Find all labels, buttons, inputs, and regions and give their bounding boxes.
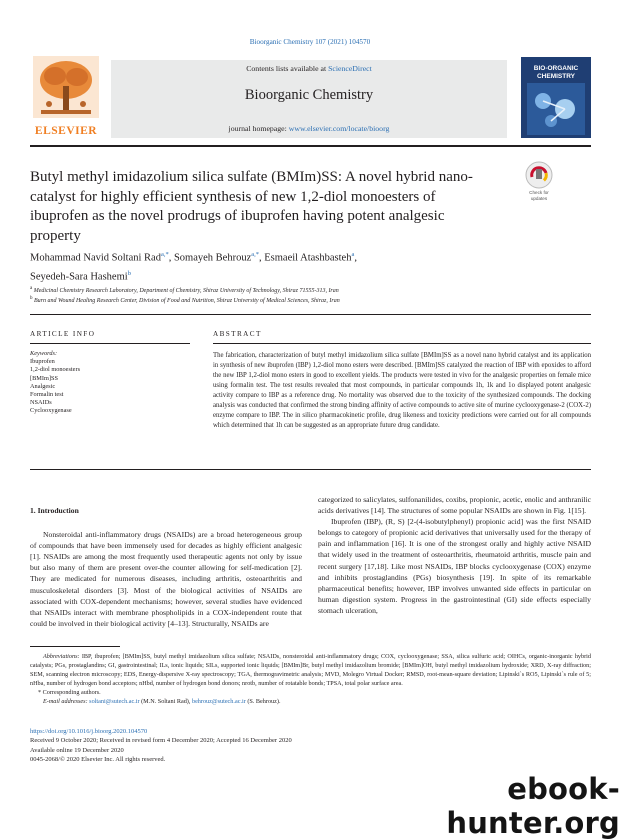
intro-paragraph: Nonsteroidal anti-inflammatory drugs (NSAIDs) are a broad heterogeneous group of compounds that have been immensely used for decades as highly efficient analgesic [1]. NSAIDs are among the most frequently used therapeutic agents not only by issue but also many of them are present over-the counter allowing for self-medication [2]. They are medicated for numerous diseases, including arthritis, osteoarthritis and musculoskeletal disorders [3]. Most of the biological activities of NSAIDs are associated with COX-dependent mechanisms; however, several studies have evidenced that NSAIDs interact with membrane phospholipids in a COX-independent route that could be involved in their biological activity [4–13]. Structurally, NSAIDs are bbox=[30, 530, 302, 628]
author-separator: , bbox=[354, 252, 357, 264]
check-for-updates-icon[interactable] bbox=[524, 160, 554, 190]
author-affil-mark[interactable]: a bbox=[351, 251, 355, 258]
keyword: Formalin test bbox=[30, 391, 64, 399]
divider bbox=[213, 343, 591, 344]
affiliation-text: Medicinal Chemistry Research Laboratory, Department of Chemistry, Shiraz University of Technology, Shiraz 71555-313, Iran bbox=[33, 288, 339, 294]
keyword: Cyclooxygenase bbox=[30, 407, 72, 415]
abstract-text: The fabrication, characterization of butyl methyl imidazolium silica sulfate [BMIm]SS as a novel nano hybrid catalyst and its application in synthesis of new ibuprofen (IBP) 1,2-diol mono esters were described. [BMIm]SS catalyzed the reaction of IBP with epoxides to afford the new IBP 1,2-diol mono esters in good to excellent yields. The products were tested in vivo for the analgesic properties on female mice using formalin test. The test results revealed that most compounds, in particular compounds 1h, 1k and 1o displayed potent analgesic activity compare to IBP as a reference drug. No mortality was observed due to the toxicity of the synthesized compounds. The docking analysis was conducted that confirmed the strong binding affinity of active compounds to active site of murine cyclooxygenase-2 (COX-2) enzyme compare to IBP. The in silico pharmacokinetic profile, drug likeness and toxicity predictions were carried out for all compounds which determined that 1h can be suggested as an appropriate future drug candidate. bbox=[213, 352, 591, 429]
keyword: 1,2-diol monoesters bbox=[30, 366, 81, 374]
keyword: [BMIm]SS bbox=[30, 374, 58, 382]
keyword: Ibuprofen bbox=[30, 358, 55, 366]
elsevier-tree-icon bbox=[33, 56, 99, 118]
email-link[interactable]: soltani@sutech.ac.ir bbox=[89, 698, 140, 705]
affiliation-mark: a bbox=[30, 286, 33, 291]
journal-title: Bioorganic Chemistry bbox=[244, 87, 374, 103]
check-label-1: Check for bbox=[529, 190, 549, 195]
intro-paragraph: categorized to salicylates, sulfonanilides, coxibs, propionic, acetic, enolic and anthranilic acids derivatives [14]. The structures of some popular NSAIDs are shown in Fig. 1[15]. bbox=[318, 495, 591, 516]
contents-line bbox=[111, 64, 507, 73]
body-column-right bbox=[318, 494, 591, 616]
intro-paragraph: Ibuprofen (IBP), (R, S) [2-(4-isobutylphenyl) propionic acid] was the first NSAID belongs to category of propionic acid derivatives that universally used for the therapy of pain and inflammation [16]. It is one of the strongest orally and highly active NSAID that widely used in the treatment of osteoarthritis, rheumatoid arthritis, muscle pain and recent surgery [17,18]. Like most NSAIDs, IBP blocks cyclooxygenase (COX) enzyme and inhibits prostaglandins (PGs) biosynthesis [19]. In spite of its remarkable pharmaceutical benefits; however, IBP involves unwanted side effects in particular on human digestion system. Progress in the gastrointestinal (GI) side effects especially stomach ulceration, bbox=[318, 517, 591, 615]
corresponding-footnote: * Corresponding authors. bbox=[38, 689, 101, 696]
homepage-line bbox=[111, 124, 507, 133]
email-link[interactable]: behrouz@sutech.ac.ir bbox=[191, 698, 246, 705]
doi-link[interactable]: https://doi.org/10.1016/j.bioorg.2020.104570 bbox=[30, 728, 148, 735]
article-history bbox=[30, 727, 430, 764]
contents-prefix: Contents lists available at bbox=[246, 64, 329, 73]
email-owner: (S. Behrouz). bbox=[245, 698, 281, 705]
article-info-heading: ARTICLE INFO bbox=[30, 330, 96, 338]
email-label: E-mail addresses: bbox=[43, 698, 88, 705]
abbreviations-footnote bbox=[30, 652, 591, 688]
header-rule bbox=[30, 145, 591, 147]
email-footnote bbox=[30, 697, 591, 706]
elsevier-wordmark: ELSEVIER bbox=[34, 125, 98, 137]
author-separator: , bbox=[259, 252, 265, 264]
cover-molecule-icon bbox=[527, 83, 585, 135]
journal-header-box bbox=[111, 60, 507, 138]
author-name: Somayeh Behrouz bbox=[173, 252, 252, 264]
author-name: Mohammad Navid Soltani Rad bbox=[30, 252, 161, 264]
divider bbox=[30, 343, 190, 344]
journal-cover[interactable] bbox=[521, 57, 591, 138]
check-label-2: updates bbox=[530, 195, 548, 201]
body-column-left bbox=[30, 505, 302, 629]
author-affil-mark[interactable]: a,* bbox=[251, 251, 260, 258]
divider bbox=[30, 469, 591, 470]
received-dates: Received 9 October 2020; Received in revised form 4 December 2020; Accepted 16 December 2020 bbox=[30, 737, 292, 745]
affiliation-text: Burn and Wound Healing Research Center, Division of Food and Nutrition, Shiraz University of Medical Sciences, Shiraz, Iran bbox=[34, 298, 340, 304]
footnote-divider bbox=[30, 646, 120, 647]
check-for-updates-label bbox=[516, 190, 562, 201]
author-name: Esmaeil Atashbasteh bbox=[264, 252, 352, 264]
abstract-heading: ABSTRACT bbox=[213, 330, 262, 338]
article-title: Butyl methyl imidazolium silica sulfate (BMIm)SS: A novel hybrid nano-catalyst for highly efficient synthesis of new 1,2-diol monoesters of ibuprofen as the novel prodrugs of ibuprofen having potent analgesic property bbox=[30, 169, 473, 244]
cover-title bbox=[524, 65, 588, 80]
email-owner: (M.N. Soltani Rad), bbox=[139, 698, 192, 705]
author-list bbox=[30, 247, 570, 284]
journal-citation[interactable]: Bioorganic Chemistry 107 (2021) 104570 bbox=[249, 38, 371, 46]
homepage-link[interactable]: www.elsevier.com/locate/bioorg bbox=[288, 124, 390, 133]
elsevier-logo bbox=[30, 56, 102, 136]
online-date: Available online 19 December 2020 bbox=[30, 746, 124, 754]
author-affil-mark[interactable]: a,* bbox=[160, 251, 169, 258]
section-heading-introduction: 1. Introduction bbox=[30, 506, 79, 515]
watermark: ebook-hunter.org bbox=[446, 772, 620, 840]
divider bbox=[30, 314, 591, 315]
homepage-prefix: journal homepage: bbox=[228, 124, 289, 133]
abbreviations-text: IBP, ibuprofen; [BMIm]SS, butyl methyl imidazolium silica sulfate; NSAIDs, nonsteroidal anti-inflammatory drugs; COX, cyclooxygenase; SSA, silica sulfuric acid; OIHCs, organic-inorganic hybrid catalysts; PGs, prostaglandins; GI, gastrointestinal; ILs, ionic liquids; SILs, supported ionic liquids; [BMIm]Br, butyl methyl imidazolium bromide; [BMIm]OH, butyl methyl imidazolium hydroxide; XRD, X-ray diffraction; SEM, scanning electron microscopy; EDS, Energy-dispersive X-ray spectroscopy; TGA, thermogravimetric analysis; MVD, Molegro Virtual Docker; RMSD, root-mean-square deviation; Lipinski`s RO5, Lipinski`s rule of 5; nHba, number of hydrogen bond acceptors; nHbd, number of hydrogen bond donors; nrotb, number of rotatable bonds; TPSA, total polar surface area. bbox=[30, 653, 591, 687]
copyright: 0045-2068/© 2020 Elsevier Inc. All rights reserved. bbox=[30, 755, 166, 763]
abbreviations-label: Abbreviations: bbox=[43, 653, 80, 660]
author-separator: , bbox=[168, 252, 174, 264]
keywords-label: Keywords: bbox=[30, 350, 58, 357]
affiliation bbox=[30, 286, 590, 294]
author-affil-mark[interactable]: b bbox=[127, 269, 131, 277]
author-name: Seyedeh-Sara Hashemi bbox=[30, 271, 128, 282]
affiliation-mark: b bbox=[30, 296, 33, 301]
keywords-box bbox=[30, 350, 180, 416]
affiliation bbox=[30, 296, 590, 304]
cover-title-line-2: CHEMISTRY bbox=[536, 72, 576, 80]
footnotes bbox=[30, 652, 591, 706]
keyword: Analgesic bbox=[30, 382, 56, 390]
keyword: NSAIDs bbox=[30, 399, 52, 407]
cover-title-line-1: BIO-ORGANIC bbox=[533, 65, 579, 72]
sciencedirect-link[interactable]: ScienceDirect bbox=[328, 64, 372, 73]
